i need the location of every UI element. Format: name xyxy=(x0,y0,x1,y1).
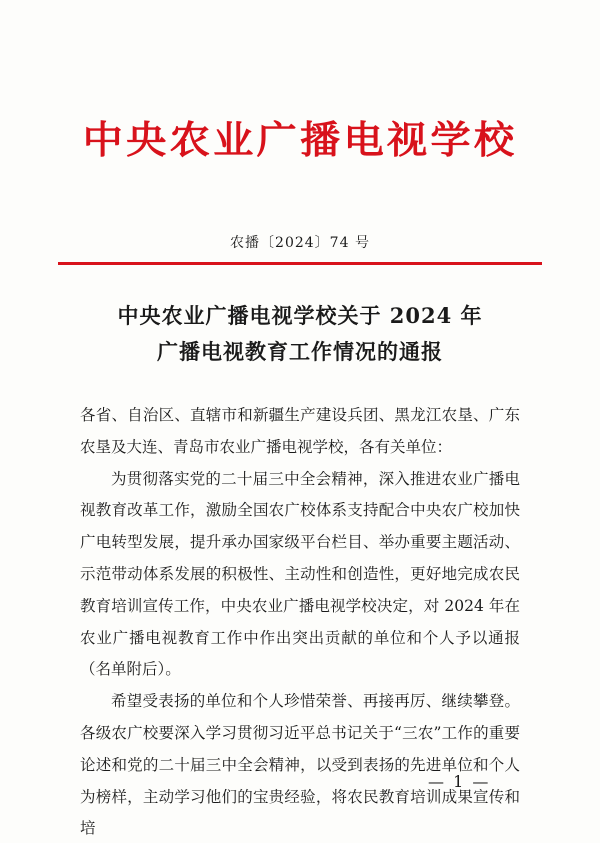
document-title-line-1: 中央农业广播电视学校关于 2024 年 xyxy=(117,303,483,328)
document-number: 农播〔2024〕74 号 xyxy=(230,235,370,251)
document-title-line-2: 广播电视教育工作情况的通报 xyxy=(157,339,443,364)
body-paragraph-1: 为贯彻落实党的二十届三中全会精神，深入推进农业广播电视教育改革工作，激励全国农广校体系支持配合中央农广校加快广电转型发展，提升承办国家级平台栏目、举办重要主题活动、示范带动体系发展的积极性、主动性和创造性，更好地完成农民教育培训宣传工作，中央农业广播电视学校决定，对 2024 年在农业广播电视教育工作中作出突出贡献的单位和个人予以通报（名单附后）。 xyxy=(80,469,520,679)
red-divider-line xyxy=(58,262,542,265)
page-number: — 1 — xyxy=(428,772,491,791)
body-paragraph-2: 希望受表扬的单位和个人珍惜荣誉、再接再厉、继续攀登。各级农广校要深入学习贯彻习近平总书记关于“三农”工作的重要论述和党的二十届三中全会精神，以受到表扬的先进单位和个人为榜样，主动学习他们的宝贵经验，将农民教育培训成果宣传和培 xyxy=(80,692,520,838)
masthead-title: 中央农业广播电视学校 xyxy=(82,117,518,162)
addressee-line: 各省、自治区、直辖市和新疆生产建设兵团、黑龙江农垦、广东农垦及大连、青岛市农业广播电视学校，各有关单位： xyxy=(80,406,520,456)
document-title xyxy=(0,298,600,370)
